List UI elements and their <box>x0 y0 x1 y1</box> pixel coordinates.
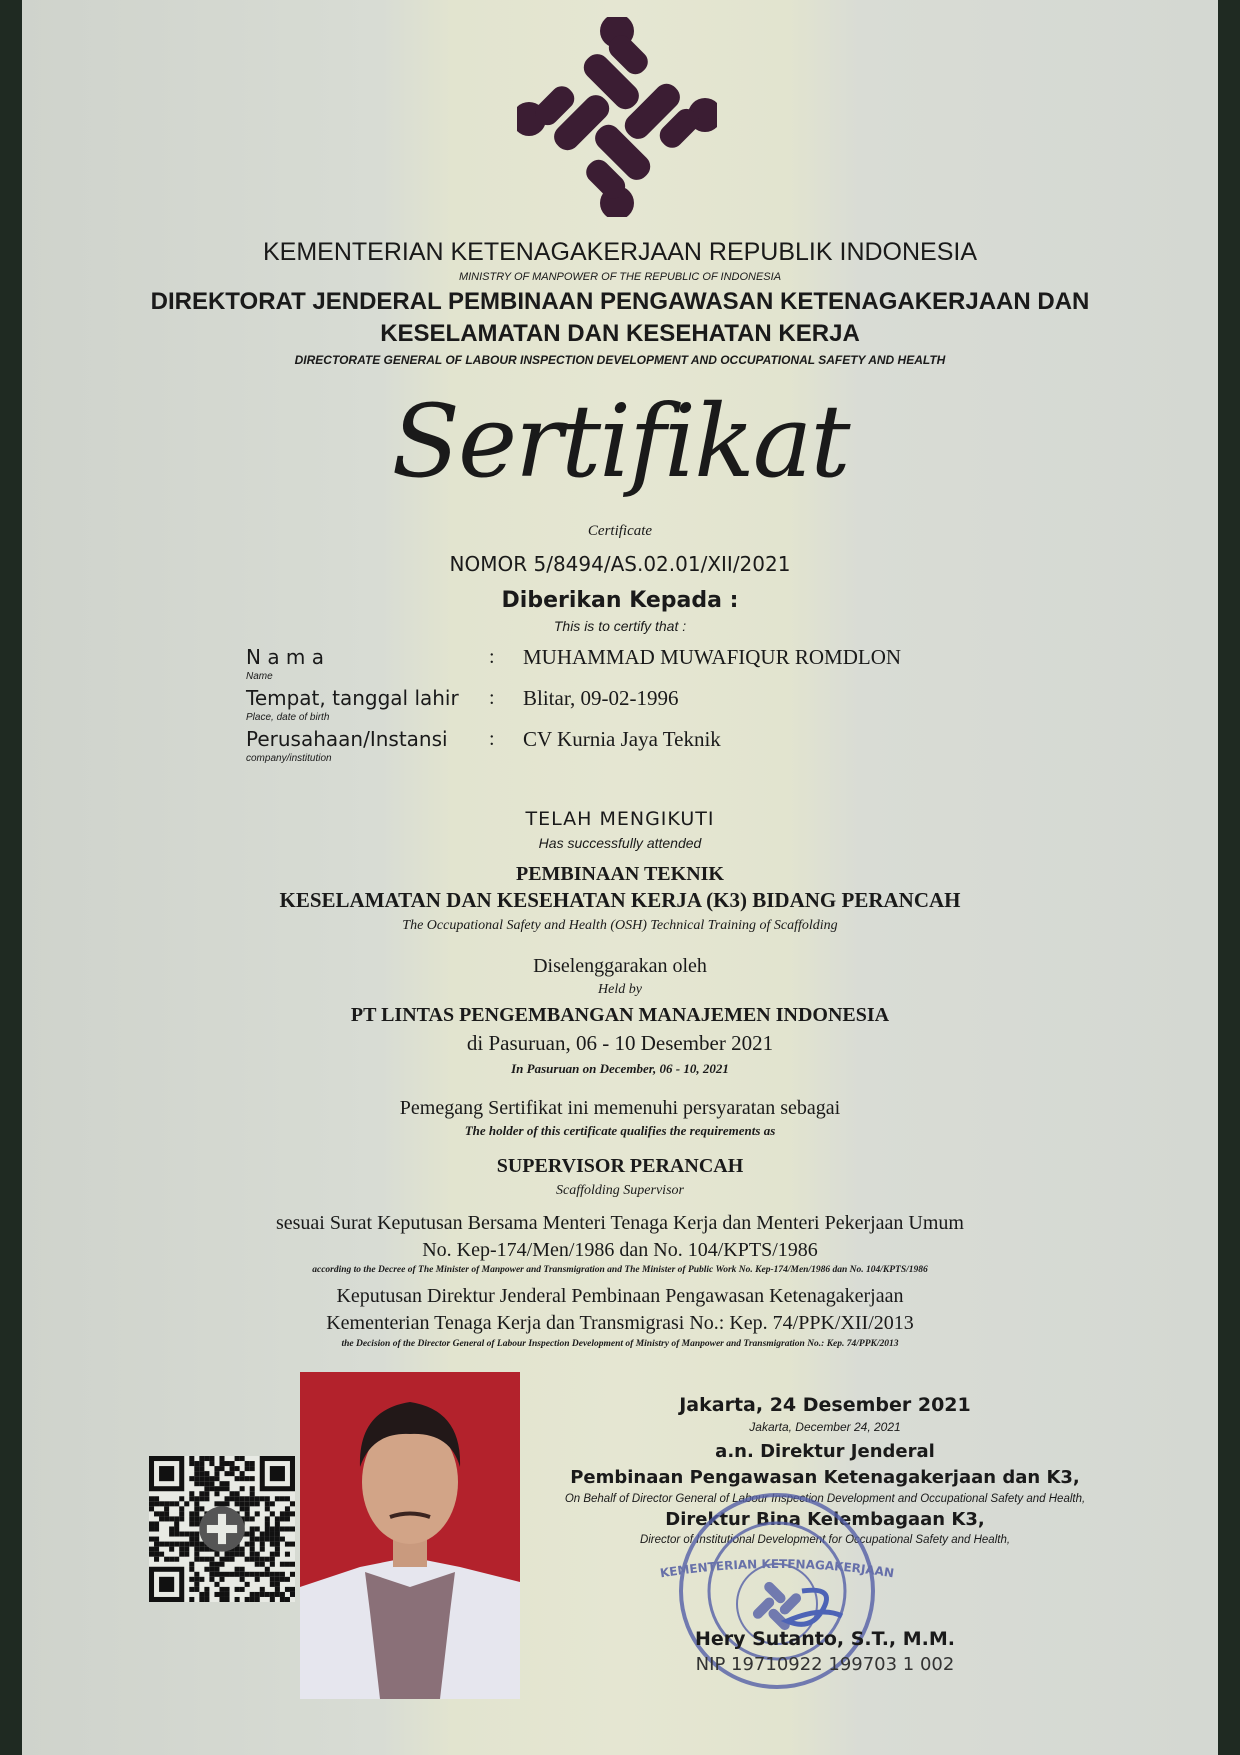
ministry-name-en: MINISTRY OF MANPOWER OF THE REPUBLIC OF INDONESIA <box>458 271 782 283</box>
field-label-en: Place, date of birth <box>246 712 330 723</box>
held-by-label: Diselenggarakan oleh <box>533 955 707 977</box>
signature-place-date-en: Jakarta, December 24, 2021 <box>749 1420 901 1434</box>
directorate-name-1: DIREKTORAT JENDERAL PEMBINAAN PENGAWASAN KETENAGAKERJAAN DAN <box>150 288 1090 315</box>
stamp-text: KEMENTERIAN KETENAGAKERJAAN <box>659 1556 895 1581</box>
ministry-name: KEMENTERIAN KETENAGAKERJAAN REPUBLIK INDONESIA <box>262 238 978 266</box>
organizer-name: PT LINTAS PENGEMBANGAN MANAJEMEN INDONESIA <box>350 1004 890 1026</box>
field-value: Blitar, 09-02-1996 <box>523 686 679 710</box>
signature-place-date: Jakarta, 24 Desember 2021 <box>679 1394 971 1416</box>
held-by-label-en: Held by <box>598 982 642 997</box>
legal-basis-4: Kementerian Tenaga Kerja dan Transmigrasi No.: Kep. 74/PPK/XII/2013 <box>326 1312 914 1334</box>
signature-position: Direktur Bina Kelembagaan K3, <box>665 1509 985 1530</box>
field-label-en: company/institution <box>246 753 332 764</box>
training-name-en: The Occupational Safety and Health (OSH) Technical Training of Scaffolding <box>402 918 838 933</box>
qualification-role: SUPERVISOR PERANCAH <box>496 1155 744 1177</box>
recipient-heading: Diberikan Kepada : <box>501 588 739 613</box>
attended-label-en: Has successfully attended <box>538 835 702 851</box>
field-label-en: Name <box>246 671 273 682</box>
attended-label: TELAH MENGIKUTI <box>525 808 715 830</box>
field-birth <box>246 688 1046 728</box>
recipient-photo <box>300 1372 520 1699</box>
training-name-1: PEMBINAAN TEKNIK <box>516 863 724 885</box>
certificate-title: Sertifikat <box>391 383 849 500</box>
signatory-name: Hery Sutanto, S.T., M.M. <box>694 1628 956 1650</box>
signature-behalf-en: On Behalf of Director General of Labour Inspection Development and Occupational Safety and Health, <box>564 1493 1086 1505</box>
qualification-intro-en: The holder of this certificate qualifies the requirements as <box>464 1123 776 1138</box>
field-value: CV Kurnia Jaya Teknik <box>523 727 721 751</box>
signature-behalf: a.n. Direktur Jenderal <box>715 1441 935 1462</box>
field-name <box>246 647 1046 687</box>
legal-basis-3: Keputusan Direktur Jenderal Pembinaan Pengawasan Ketenagakerjaan <box>336 1285 904 1307</box>
qualification-intro: Pemegang Sertifikat ini memenuhi persyaratan sebagai <box>399 1097 841 1119</box>
legal-basis-2: No. Kep-174/Men/1986 dan No. 104/KPTS/1986 <box>422 1239 818 1261</box>
svg-text:KEMENTERIAN KETENAGAKERJAAN <box>659 1557 895 1580</box>
signature-position-en: Director of Institutional Development for Occupational Safety and Health, <box>639 1534 1011 1546</box>
training-place-date: di Pasuruan, 06 - 10 Desember 2021 <box>466 1031 774 1055</box>
directorate-name-en: DIRECTORATE GENERAL OF LABOUR INSPECTION DEVELOPMENT AND OCCUPATIONAL SAFETY AND HEALTH <box>294 353 946 367</box>
certificate-title-en: Certificate <box>587 523 653 539</box>
field-label: N a m a <box>246 645 325 669</box>
field-label: Tempat, tanggal lahir <box>246 686 459 710</box>
legal-basis-2-en: according to the Decree of The Minister of Manpower and Transmigration and The Minister of Public Work No. Kep-174/Men/1986 dan No. 104/KPTS/1986 <box>312 1265 928 1275</box>
legal-basis-1: sesuai Surat Keputusan Bersama Menteri Tenaga Kerja dan Menteri Pekerjaan Umum <box>275 1212 964 1234</box>
directorate-name-2: KESELAMATAN DAN KESEHATAN KERJA <box>380 320 860 347</box>
signatory-nip: NIP 19710922 199703 1 002 <box>695 1654 955 1675</box>
field-separator: : <box>489 728 495 750</box>
training-place-date-en: In Pasuruan on December, 06 - 10, 2021 <box>511 1061 729 1076</box>
field-company <box>246 729 1046 769</box>
legal-basis-4-en: the Decision of the Director General of Labour Inspection Development of Ministry of Manpower and Transmigration No.: Kep. 74/PPK/2013 <box>341 1339 899 1349</box>
certificate-number: NOMOR 5/8494/AS.02.01/XII/2021 <box>449 552 791 576</box>
field-value: MUHAMMAD MUWAFIQUR ROMDLON <box>523 645 902 669</box>
ministry-logo <box>517 17 717 217</box>
signature-behalf-2: Pembinaan Pengawasan Ketenagakerjaan dan K3, <box>570 1467 1080 1488</box>
field-separator: : <box>489 687 495 709</box>
training-name-2: KESELAMATAN DAN KESEHATAN KERJA (K3) BIDANG PERANCAH <box>279 888 961 912</box>
recipient-heading-en: This is to certify that : <box>553 618 687 634</box>
field-label: Perusahaan/Instansi <box>246 727 448 751</box>
field-separator: : <box>489 646 495 668</box>
qualification-role-en: Scaffolding Supervisor <box>556 1183 684 1198</box>
qr-code <box>149 1456 295 1602</box>
